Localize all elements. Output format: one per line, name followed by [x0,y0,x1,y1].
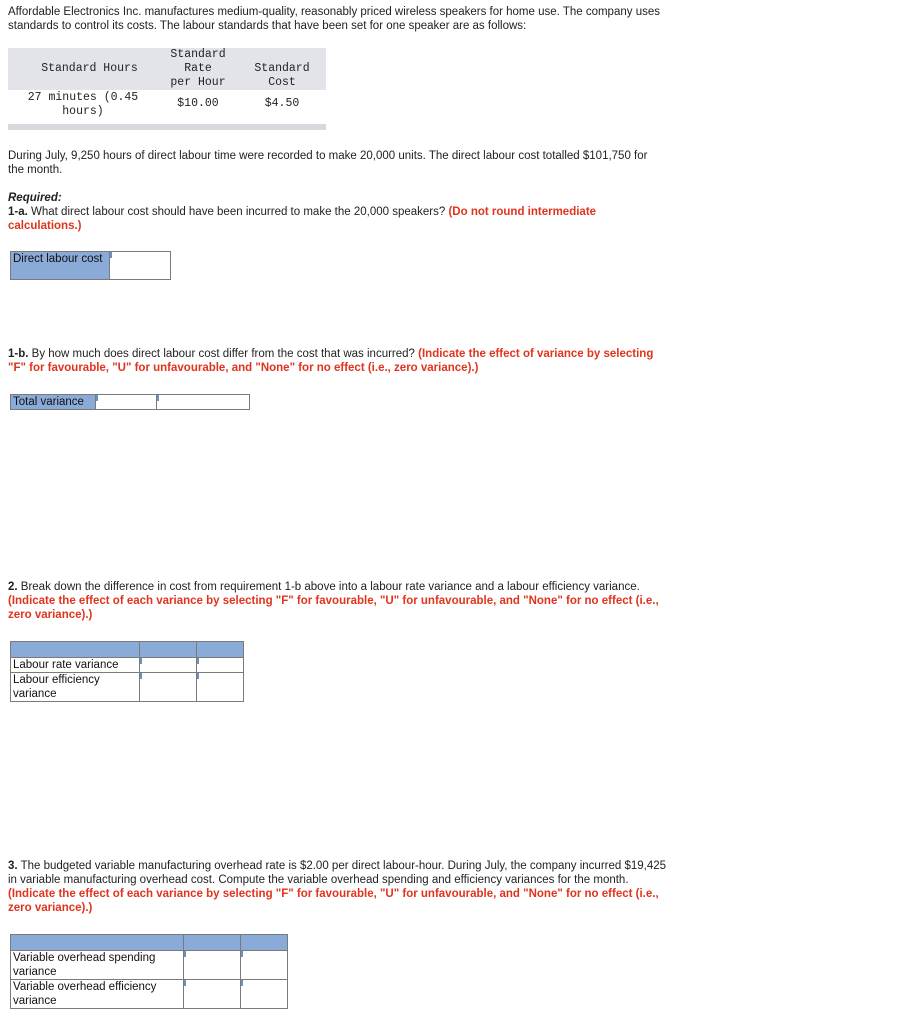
question-3 [8,859,668,915]
labour-variances-header-amount [140,642,197,658]
header-standard-hours-text: Standard Hours [41,62,138,75]
vo-efficiency-variance-label: Variable overhead efficiency variance [11,980,184,1009]
header-standard-rate [158,48,238,90]
total-variance-amount-input[interactable] [96,395,157,410]
overhead-variances-header-effect [241,935,288,951]
labour-rate-variance-label: Labour rate variance [11,658,140,673]
header-standard-cost [246,62,318,90]
q1b-note: (Indicate the effect of variance by selecting "F" for favourable, "U" for unfavourable, and "None" for no effect (i.e., zero variance).) [8,348,654,374]
overhead-variances-table [10,934,288,1009]
vo-efficiency-variance-amount-input[interactable] [184,980,241,1009]
direct-labour-cost-input[interactable] [110,252,171,280]
vo-spending-variance-amount-input[interactable] [184,951,241,980]
direct-labour-cost-label: Direct labour cost [11,252,110,280]
standards-table-row [8,90,326,122]
cell-standard-rate: $10.00 [177,97,219,110]
vo-spending-variance-label: Variable overhead spending variance [11,951,184,980]
july-info-paragraph: During July, 9,250 hours of direct labour time were recorded to make 20,000 units. The direct labour cost totalled $101,750 for the month. [8,150,648,176]
intro-paragraph: Affordable Electronics Inc. manufactures medium-quality, reasonably priced wireless speakers for home use. The company uses standards to control its costs. The labour standards that have been set for one speaker are as follows: [8,6,660,32]
q2-text: Break down the difference in cost from requirement 1-b above into a labour rate variance and a labour efficiency variance. [17,581,640,593]
labour-rate-variance-effect-select[interactable] [197,658,244,673]
q3-note: (Indicate the effect of each variance by selecting "F" for favourable, "U" for unfavourable, and "None" for no effect (i.e., zero variance).) [8,888,659,914]
required-label: Required: [8,192,62,204]
header-rate-line2: Rate [184,62,212,75]
standards-table-header [8,48,326,90]
header-rate-line3: per Hour [170,76,226,89]
cell-standard-hours [8,91,158,119]
q3-number: 3. [8,860,18,872]
q2-number: 2. [8,581,18,593]
cell-standard-cost: $4.50 [264,97,300,110]
cell-hours-line1: 27 minutes (0.45 [27,91,139,104]
total-variance-table [10,394,250,410]
header-cost-line2: Cost [268,76,296,89]
header-rate-line1: Standard [170,48,226,61]
vo-spending-variance-effect-select[interactable] [241,951,288,980]
q1b-text: By how much does direct labour cost differ from the cost that was incurred? [28,348,419,360]
header-standard-hours [22,62,157,76]
direct-labour-cost-table [10,251,171,280]
standards-table [8,48,326,130]
q1a-text: What direct labour cost should have been incurred to make the 20,000 speakers? [27,206,449,218]
labour-efficiency-variance-label: Labour efficiency variance [11,673,140,702]
question-1b [8,347,668,375]
q3-text: The budgeted variable manufacturing overhead rate is $2.00 per direct labour-hour. During July, the company incurred $19,425 in variable manufacturing overhead cost. Compute the variable overhead spending and efficiency variances for the month. [8,860,667,886]
header-cost-line1: Standard [254,62,310,75]
total-variance-label: Total variance [11,395,96,410]
overhead-variances-header-amount [184,935,241,951]
total-variance-effect-select[interactable] [157,395,250,410]
labour-variances-header-effect [197,642,244,658]
labour-efficiency-variance-effect-select[interactable] [197,673,244,702]
q2-note: (Indicate the effect of each variance by selecting "F" for favourable, "U" for unfavourable, and "None" for no effect (i.e., zero variance).) [8,595,659,621]
overhead-variances-header-label [11,935,184,951]
q1a-number: 1-a. [8,206,28,218]
cell-hours-line2: hours) [62,105,104,118]
labour-variances-table [10,641,244,702]
question-2 [8,580,668,622]
standards-table-footer [8,124,326,130]
vo-efficiency-variance-effect-select[interactable] [241,980,288,1009]
labour-variances-header-label [11,642,140,658]
question-1a [8,205,668,233]
q1b-number: 1-b. [8,348,29,360]
labour-rate-variance-amount-input[interactable] [140,658,197,673]
labour-efficiency-variance-amount-input[interactable] [140,673,197,702]
q1a-note: (Do not round intermediate calculations.) [8,206,597,232]
